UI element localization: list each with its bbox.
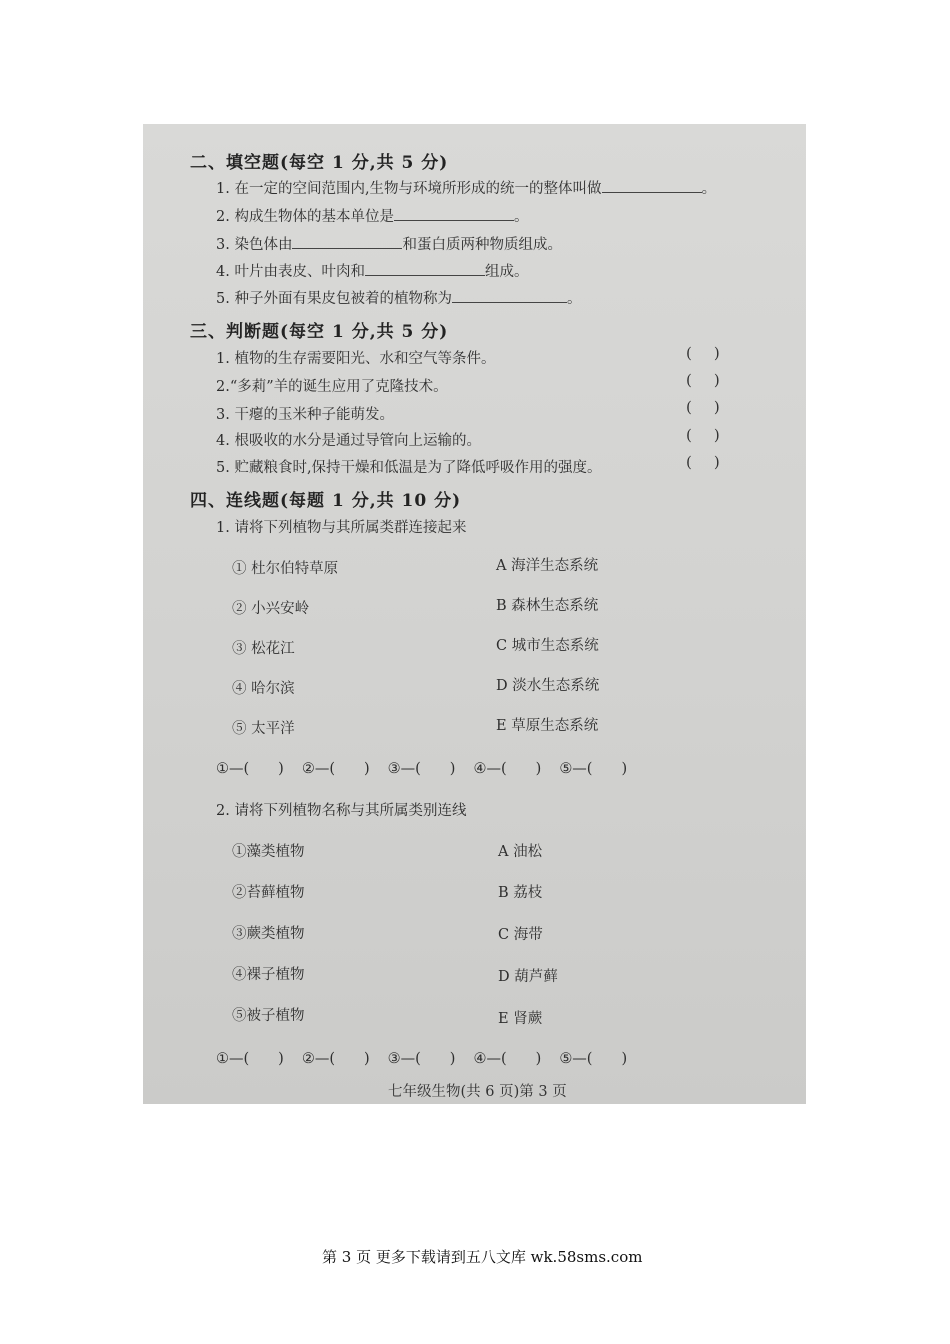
- fill-question-2-end: 。: [513, 209, 529, 225]
- answer-slot[interactable]: ④—( ): [473, 1051, 542, 1067]
- match-question-2-answers: [216, 1047, 645, 1068]
- answer-slot[interactable]: ③—( ): [387, 1051, 456, 1067]
- fill-question-4-end: 组成。: [484, 264, 529, 280]
- fill-question-5-text: 5. 种子外面有果皮包被着的植物称为: [216, 291, 452, 307]
- fill-question-2-text: 2. 构成生物体的基本单位是: [216, 209, 394, 225]
- judge-answer-paren[interactable]: (): [686, 426, 742, 444]
- fill-question-5-end: 。: [566, 291, 582, 307]
- match-question-2-title: 2. 请将下列植物名称与其所属类别连线: [216, 803, 467, 819]
- answer-slot[interactable]: ①—( ): [216, 1051, 284, 1067]
- exam-page-footer: 七年级生物(共 6 页)第 3 页: [388, 1084, 567, 1100]
- judge-question-2: 2.“多莉”羊的诞生应用了克隆技术。: [216, 379, 448, 395]
- match-question-1-answers: [216, 757, 645, 778]
- match-left-item[interactable]: ④ 哈尔滨: [232, 681, 295, 697]
- fill-question-3-text: 3. 染色体由: [216, 237, 293, 253]
- section4-heading: 四、连线题(每题 1 分,共 10 分): [190, 491, 462, 511]
- match-left-item[interactable]: ② 小兴安岭: [232, 601, 310, 617]
- match-left-item[interactable]: ⑤ 太平洋: [232, 721, 295, 737]
- match-left-item[interactable]: ②苔藓植物: [232, 885, 305, 901]
- judge-answer-paren[interactable]: (): [686, 398, 742, 416]
- judge-question-4: 4. 根吸收的水分是通过导管向上运输的。: [216, 433, 481, 449]
- fill-question-1-end: 。: [701, 181, 717, 197]
- judge-question-1: 1. 植物的生存需要阳光、水和空气等条件。: [216, 351, 496, 367]
- judge-answer-paren[interactable]: (): [686, 344, 742, 362]
- match-right-item[interactable]: D 葫芦藓: [498, 969, 558, 985]
- answer-blank[interactable]: [292, 247, 402, 249]
- page-footer: 第 3 页 更多下载请到五八文库 wk.58sms.com: [322, 1248, 643, 1266]
- fill-question-5: [216, 287, 581, 308]
- judge-answer-paren[interactable]: (): [686, 453, 742, 471]
- answer-slot[interactable]: ①—( ): [216, 761, 284, 777]
- match-left-item[interactable]: ① 杜尔伯特草原: [232, 561, 339, 577]
- fill-question-1-text: 1. 在一定的空间范围内,生物与环境所形成的统一的整体叫做: [216, 181, 602, 197]
- match-left-item[interactable]: ①藻类植物: [232, 844, 305, 860]
- match-left-item[interactable]: ④裸子植物: [232, 967, 305, 983]
- judge-answer-paren[interactable]: (): [686, 371, 742, 389]
- match-right-item[interactable]: C 海带: [498, 927, 543, 943]
- answer-slot[interactable]: ②—( ): [301, 1051, 370, 1067]
- fill-question-1: [216, 177, 716, 198]
- section2-heading: 二、填空题(每空 1 分,共 5 分): [190, 153, 449, 173]
- fill-question-4-text: 4. 叶片由表皮、叶肉和: [216, 264, 365, 280]
- answer-blank[interactable]: [452, 301, 567, 303]
- match-right-item[interactable]: E 肾蕨: [498, 1011, 543, 1027]
- match-left-item[interactable]: ⑤被子植物: [232, 1008, 305, 1024]
- match-right-item[interactable]: E 草原生态系统: [496, 718, 599, 734]
- match-right-item[interactable]: A 油松: [498, 844, 543, 860]
- answer-slot[interactable]: ③—( ): [387, 761, 456, 777]
- match-right-item[interactable]: A 海洋生态系统: [496, 558, 599, 574]
- fill-question-3-end: 和蛋白质两种物质组成。: [402, 237, 562, 253]
- answer-slot[interactable]: ④—( ): [473, 761, 542, 777]
- match-right-item[interactable]: B 荔枝: [498, 885, 543, 901]
- match-right-item[interactable]: D 淡水生态系统: [496, 678, 600, 694]
- fill-question-3: [216, 233, 562, 254]
- answer-slot[interactable]: ⑤—( ): [559, 1051, 628, 1067]
- match-question-1-title: 1. 请将下列植物与其所属类群连接起来: [216, 520, 467, 536]
- answer-slot[interactable]: ②—( ): [301, 761, 370, 777]
- judge-question-5: 5. 贮藏粮食时,保持干燥和低温是为了降低呼吸作用的强度。: [216, 460, 602, 476]
- answer-blank[interactable]: [602, 191, 702, 193]
- answer-blank[interactable]: [394, 219, 514, 221]
- match-right-item[interactable]: B 森林生态系统: [496, 598, 599, 614]
- section3-heading: 三、判断题(每空 1 分,共 5 分): [190, 322, 449, 342]
- match-left-item[interactable]: ③蕨类植物: [232, 926, 305, 942]
- fill-question-2: [216, 205, 528, 226]
- fill-question-4: [216, 260, 528, 281]
- match-right-item[interactable]: C 城市生态系统: [496, 638, 599, 654]
- match-left-item[interactable]: ③ 松花江: [232, 641, 295, 657]
- judge-question-3: 3. 干瘪的玉米种子能萌发。: [216, 407, 394, 423]
- answer-slot[interactable]: ⑤—( ): [559, 761, 628, 777]
- answer-blank[interactable]: [365, 274, 485, 276]
